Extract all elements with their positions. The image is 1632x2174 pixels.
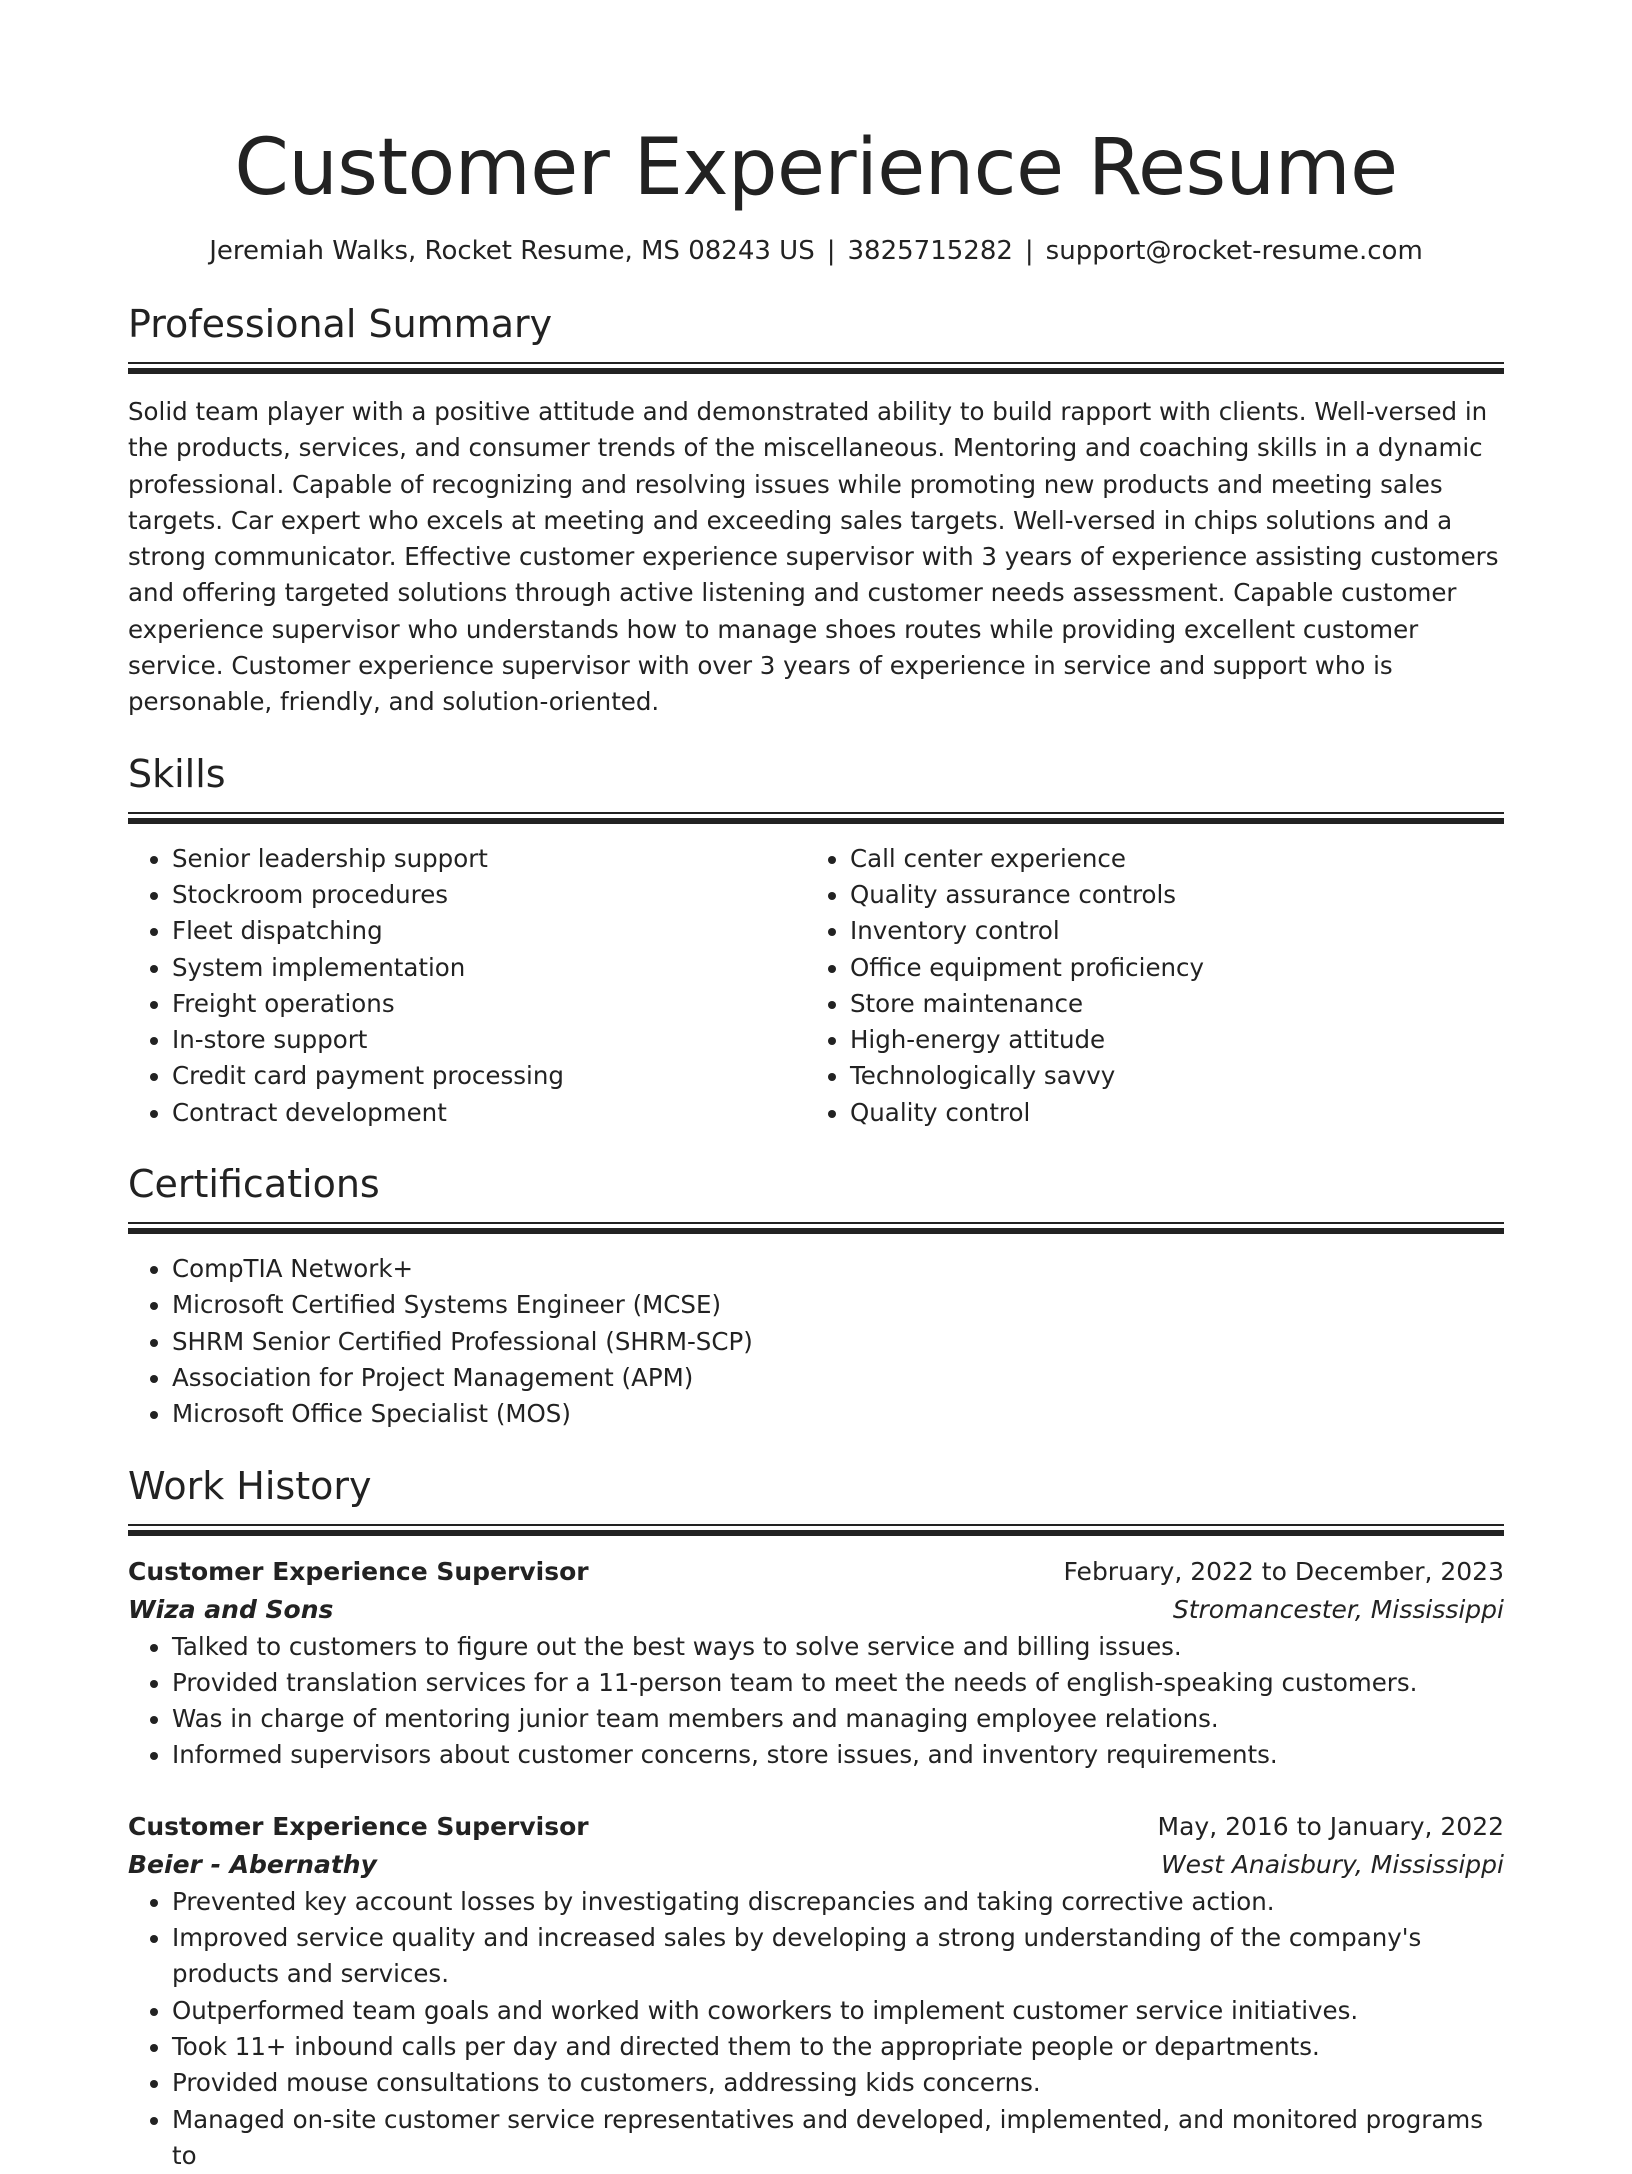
section-divider	[128, 1222, 1504, 1234]
section-heading-summary: Professional Summary	[128, 300, 1504, 348]
responsibility-item: • Provided translation services for a 11-person team to meet the needs of english-speaking customers.	[172, 1665, 1504, 1701]
section-divider	[128, 362, 1504, 374]
job-company: Beier - Abernathy	[128, 1846, 377, 1884]
section-heading-skills: Skills	[128, 750, 1504, 798]
section-heading-certifications: Certifications	[128, 1160, 1504, 1208]
skills-section	[128, 750, 1504, 1131]
contact-separator: |	[815, 236, 848, 266]
skill-item: • In-store support	[172, 1022, 806, 1058]
skills-column-left	[128, 841, 806, 1131]
job-company-row	[128, 1591, 1504, 1629]
contact-separator: |	[1013, 236, 1046, 266]
skills-list-right	[806, 841, 1484, 1131]
skill-item: • Credit card payment processing	[172, 1058, 806, 1094]
skill-item: • Contract development	[172, 1095, 806, 1131]
job-title: Customer Experience Supervisor	[128, 1553, 589, 1591]
job-entry	[128, 1808, 1504, 2174]
section-heading-work-history: Work History	[128, 1462, 1504, 1510]
skill-item: • High-energy attitude	[850, 1022, 1484, 1058]
responsibility-item: • Talked to customers to figure out the best ways to solve service and billing issues.	[172, 1629, 1504, 1665]
job-location: West Anaisbury, Mississippi	[1161, 1846, 1504, 1884]
certification-item: • Association for Project Management (APM)	[172, 1360, 1504, 1396]
job-company: Wiza and Sons	[128, 1591, 333, 1629]
skill-item: • Quality control	[850, 1095, 1484, 1131]
job-dates: February, 2022 to December, 2023	[1064, 1553, 1504, 1591]
resume-content	[128, 0, 1504, 2174]
skill-item: • Inventory control	[850, 913, 1484, 949]
responsibility-item: • Informed supervisors about customer concerns, store issues, and inventory requirements.	[172, 1737, 1504, 1773]
certification-item: • Microsoft Office Specialist (MOS)	[172, 1396, 1504, 1432]
responsibility-item: • Managed on-site customer service representatives and developed, implemented, and monitored programs to	[172, 2102, 1504, 2174]
responsibility-item: • Outperformed team goals and worked with coworkers to implement customer service initiatives.	[172, 1993, 1504, 2029]
skills-list-left	[128, 841, 806, 1131]
skill-item: • Technologically savvy	[850, 1058, 1484, 1094]
job-company-row	[128, 1846, 1504, 1884]
responsibility-item: • Was in charge of mentoring junior team members and managing employee relations.	[172, 1701, 1504, 1737]
contact-email: support@rocket-resume.com	[1046, 236, 1423, 266]
section-divider	[128, 1524, 1504, 1536]
summary-text: Solid team player with a positive attitude and demonstrated ability to build rapport with clients. Well-versed in the products, services, and consumer trends of the miscellaneous. Mentoring and coaching skills in a dynamic professional. Capable of recognizing and resolving issues while promoting new products and meeting sales targets. Car expert who excels at meeting and exceeding sales targets. Well-versed in chips solutions and a strong communicator. Effective customer experience supervisor with 3 years of experience assisting customers and offering targeted solutions through active listening and customer needs assessment. Capable customer experience supervisor who understands how to manage shoes routes while providing excellent customer service. Customer experience supervisor with over 3 years of experience in service and support who is personable, friendly, and solution-oriented.	[128, 394, 1504, 721]
job-responsibilities	[128, 1629, 1504, 1774]
section-divider	[128, 812, 1504, 824]
skills-column-right	[806, 841, 1484, 1131]
summary-section	[128, 300, 1504, 721]
skill-item: • Freight operations	[172, 986, 806, 1022]
job-dates: May, 2016 to January, 2022	[1158, 1808, 1504, 1846]
job-header-row	[128, 1553, 1504, 1591]
work-history-section	[128, 1462, 1504, 2174]
certification-item: • CompTIA Network+	[172, 1251, 1504, 1287]
skill-item: • System implementation	[172, 950, 806, 986]
certification-item: • Microsoft Certified Systems Engineer (MCSE)	[172, 1287, 1504, 1323]
skill-item: • Office equipment proficiency	[850, 950, 1484, 986]
certifications-list	[128, 1251, 1504, 1432]
job-responsibilities	[128, 1884, 1504, 2174]
skills-grid	[128, 841, 1504, 1131]
skill-item: • Fleet dispatching	[172, 913, 806, 949]
skill-item: • Senior leadership support	[172, 841, 806, 877]
contact-phone: 3825715282	[847, 236, 1012, 266]
certification-item: • SHRM Senior Certified Professional (SHRM-SCP)	[172, 1324, 1504, 1360]
certifications-section	[128, 1160, 1504, 1432]
responsibility-item: • Provided mouse consultations to customers, addressing kids concerns.	[172, 2065, 1504, 2101]
job-header-row	[128, 1808, 1504, 1846]
job-location: Stromancester, Mississippi	[1173, 1591, 1504, 1629]
job-title: Customer Experience Supervisor	[128, 1808, 589, 1846]
skill-item: • Quality assurance controls	[850, 877, 1484, 913]
job-entry	[128, 1553, 1504, 1774]
skill-item: • Call center experience	[850, 841, 1484, 877]
contact-line	[128, 234, 1504, 268]
responsibility-item: • Took 11+ inbound calls per day and directed them to the appropriate people or departments.	[172, 2029, 1504, 2065]
resume-title: Customer Experience Resume	[128, 0, 1504, 218]
skill-item: • Store maintenance	[850, 986, 1484, 1022]
responsibility-item: • Prevented key account losses by investigating discrepancies and taking corrective action.	[172, 1884, 1504, 1920]
responsibility-item: • Improved service quality and increased sales by developing a strong understanding of the company's products and services.	[172, 1920, 1504, 1993]
skill-item: • Stockroom procedures	[172, 877, 806, 913]
contact-address: Jeremiah Walks, Rocket Resume, MS 08243 US	[209, 236, 815, 266]
